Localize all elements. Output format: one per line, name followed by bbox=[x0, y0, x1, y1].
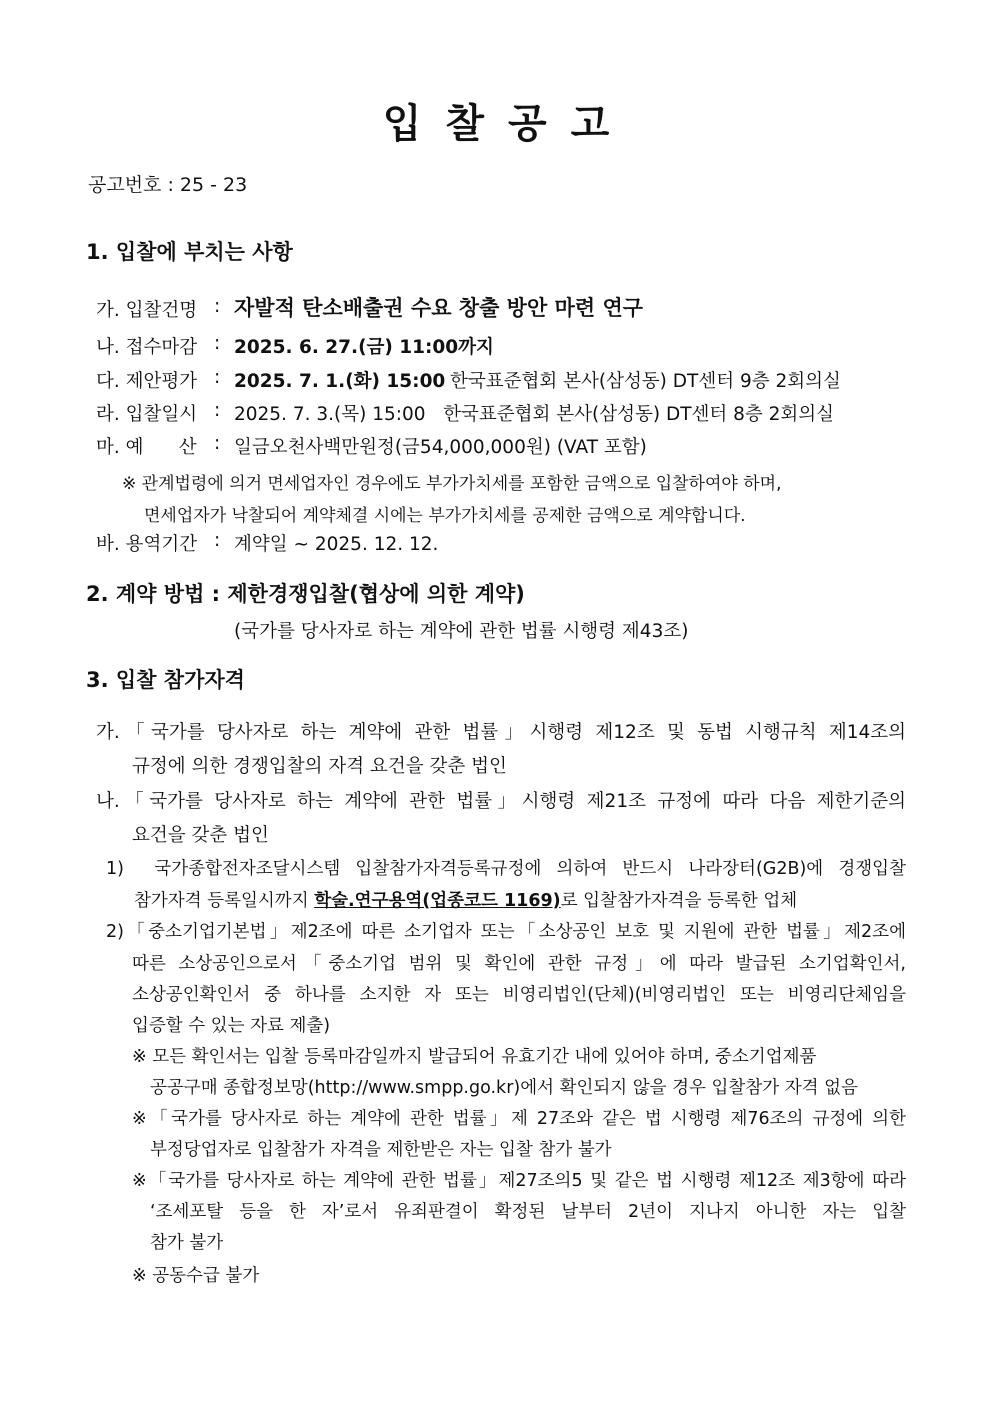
item-2-line-4: 입증할 수 있는 자료 제출) bbox=[132, 1016, 331, 1036]
row-period bbox=[0, 530, 992, 558]
page-title bbox=[0, 92, 992, 149]
title-char: 공 bbox=[508, 101, 547, 147]
item-2-line-3 bbox=[132, 981, 906, 1006]
title-char: 고 bbox=[570, 101, 610, 147]
item-na-line-1 bbox=[96, 787, 906, 813]
colon: : bbox=[214, 530, 221, 551]
note-3-text: ※「국가를 당사자로 하는 계약에 관한 법률」제27조의5 및 같은 법 시행령 제12조 제3항에 따라 bbox=[132, 1171, 906, 1191]
evaluation-date: 2025. 7. 1.(화) 15:00 bbox=[234, 371, 446, 392]
note-3-line-1 bbox=[132, 1167, 906, 1192]
note-2-line-2: 부정당업자로 입찰참가 자격을 제한받은 자는 입찰 참가 불가 bbox=[150, 1140, 612, 1160]
budget-value: 일금오천사백만원정(금54,000,000원) (VAT 포함) bbox=[234, 437, 647, 458]
title-char: 입 bbox=[382, 101, 422, 147]
item-2-line-2 bbox=[132, 950, 906, 975]
item-2-line-1 bbox=[106, 918, 906, 943]
bid-date-value: 2025. 7. 3.(목) 15:00 한국표준협회 본사(삼성동) DT센터 8층 2회의실 bbox=[234, 404, 835, 425]
row-label: 바. 용역기간 bbox=[96, 534, 198, 555]
item-ga-text: 가.「국가를 당사자로 하는 계약에 관한 법률」시행령 제12조 및 동법 시행규칙 제14조의 bbox=[96, 722, 906, 743]
notice-number: 공고번호 : 25 - 23 bbox=[88, 174, 248, 196]
section-3-heading: 3. 입찰 참가자격 bbox=[86, 668, 245, 692]
note-3-line-3: 참가 불가 bbox=[150, 1233, 224, 1253]
note-1-line-2: 공공구매 종합정보망(http://www.smpp.go.kr)에서 확인되지 않을 경우 입찰참가 자격 없음 bbox=[150, 1078, 858, 1098]
note-4: ※ 공동수급 불가 bbox=[132, 1266, 260, 1286]
item-2-text: 소상공인확인서 중 하나를 소지한 자 또는 비영리법인(단체)(비영리법인 또는 비영리단체임을 bbox=[132, 985, 906, 1005]
section-1-heading: 1. 입찰에 부치는 사항 bbox=[86, 240, 293, 264]
row-bid-date bbox=[0, 400, 992, 428]
note-1-line-1: ※ 모든 확인서는 입찰 등록마감일까지 발급되어 유효기간 내에 있어야 하며, 중소기업제품 bbox=[132, 1047, 817, 1067]
colon: : bbox=[214, 367, 221, 388]
note-2-text: ※「국가를 당사자로 하는 계약에 관한 법률」제 27조와 같은 법 시행령 제76조의 규정에 의한 bbox=[132, 1109, 906, 1129]
row-evaluation bbox=[0, 367, 992, 395]
evaluation-place: 한국표준협회 본사(삼성동) DT센터 9층 2회의실 bbox=[450, 371, 841, 392]
section-2-heading: 2. 계약 방법 : 제한경쟁입찰(협상에 의한 계약) bbox=[86, 582, 525, 606]
colon: : bbox=[214, 296, 221, 317]
colon: : bbox=[214, 333, 221, 354]
section-2-subtext: (국가를 당사자로 하는 계약에 관한 법률 시행령 제43조) bbox=[234, 621, 689, 642]
row-budget bbox=[0, 433, 992, 461]
row-label: 가. 입찰건명 bbox=[96, 300, 198, 321]
period-value: 계약일 ~ 2025. 12. 12. bbox=[234, 534, 439, 555]
item-2-text: 따른 소상공인으로서「중소기업 범위 및 확인에 관한 규정」에 따라 발급된 소기업확인서, bbox=[132, 954, 906, 974]
colon: : bbox=[214, 433, 221, 454]
item-na-line-2: 요건을 갖춘 법인 bbox=[132, 825, 269, 846]
item-1-text: 1) 국가종합전자조달시스템 입찰참가자격등록규정에 의하여 반드시 나라장터(G2B)에 경쟁입찰 bbox=[106, 859, 906, 879]
note-3-text: ‘조세포탈 등을 한 자’로서 유죄판결이 확정된 날부터 2년이 지나지 아니한 자는 입찰 bbox=[150, 1202, 906, 1222]
item-1-line-1 bbox=[106, 855, 906, 880]
note-3-line-2 bbox=[150, 1198, 906, 1223]
item-1-line-2 bbox=[134, 887, 797, 912]
bid-title-value: 자발적 탄소배출권 수요 창출 방안 마련 연구 bbox=[234, 296, 644, 320]
row-label: 나. 접수마감 bbox=[96, 337, 198, 358]
industry-code-highlight: 학술.연구용역(업종코드 1169) bbox=[314, 891, 561, 911]
note-2-line-1 bbox=[132, 1105, 906, 1130]
colon: : bbox=[214, 400, 221, 421]
row-label: 다. 제안평가 bbox=[96, 371, 198, 392]
item-2-text: 2)「중소기업기본법」제2조에 따른 소기업자 또는「소상공인 보호 및 지원에 관한 법률」제2조에 bbox=[106, 922, 906, 942]
item-1-text-c: 로 입찰참가자격을 등록한 업체 bbox=[560, 891, 798, 911]
tax-note-line-1: ※ 관계법령에 의거 면세업자인 경우에도 부가가치세를 포함한 금액으로 입찰하여야 하며, bbox=[122, 474, 782, 494]
row-bid-title bbox=[0, 292, 992, 322]
deadline-value: 2025. 6. 27.(금) 11:00까지 bbox=[234, 337, 494, 358]
item-na-text: 나.「국가를 당사자로 하는 계약에 관한 법률」시행령 제21조 규정에 따라 다음 제한기준의 bbox=[96, 791, 906, 812]
row-label: 라. 입찰일시 bbox=[96, 404, 198, 425]
item-ga-line-1 bbox=[96, 718, 906, 744]
item-ga-line-2: 규정에 의한 경쟁입찰의 자격 요건을 갖춘 법인 bbox=[132, 756, 507, 777]
item-1-text-a: 참가자격 등록일시까지 bbox=[134, 891, 315, 911]
row-label: 마. 예 산 bbox=[96, 437, 197, 458]
tax-note-line-2: 면세업자가 낙찰되어 계약체결 시에는 부가가치세를 공제한 금액으로 계약합니다. bbox=[144, 506, 746, 526]
title-char: 찰 bbox=[445, 101, 484, 147]
row-deadline bbox=[0, 333, 992, 361]
